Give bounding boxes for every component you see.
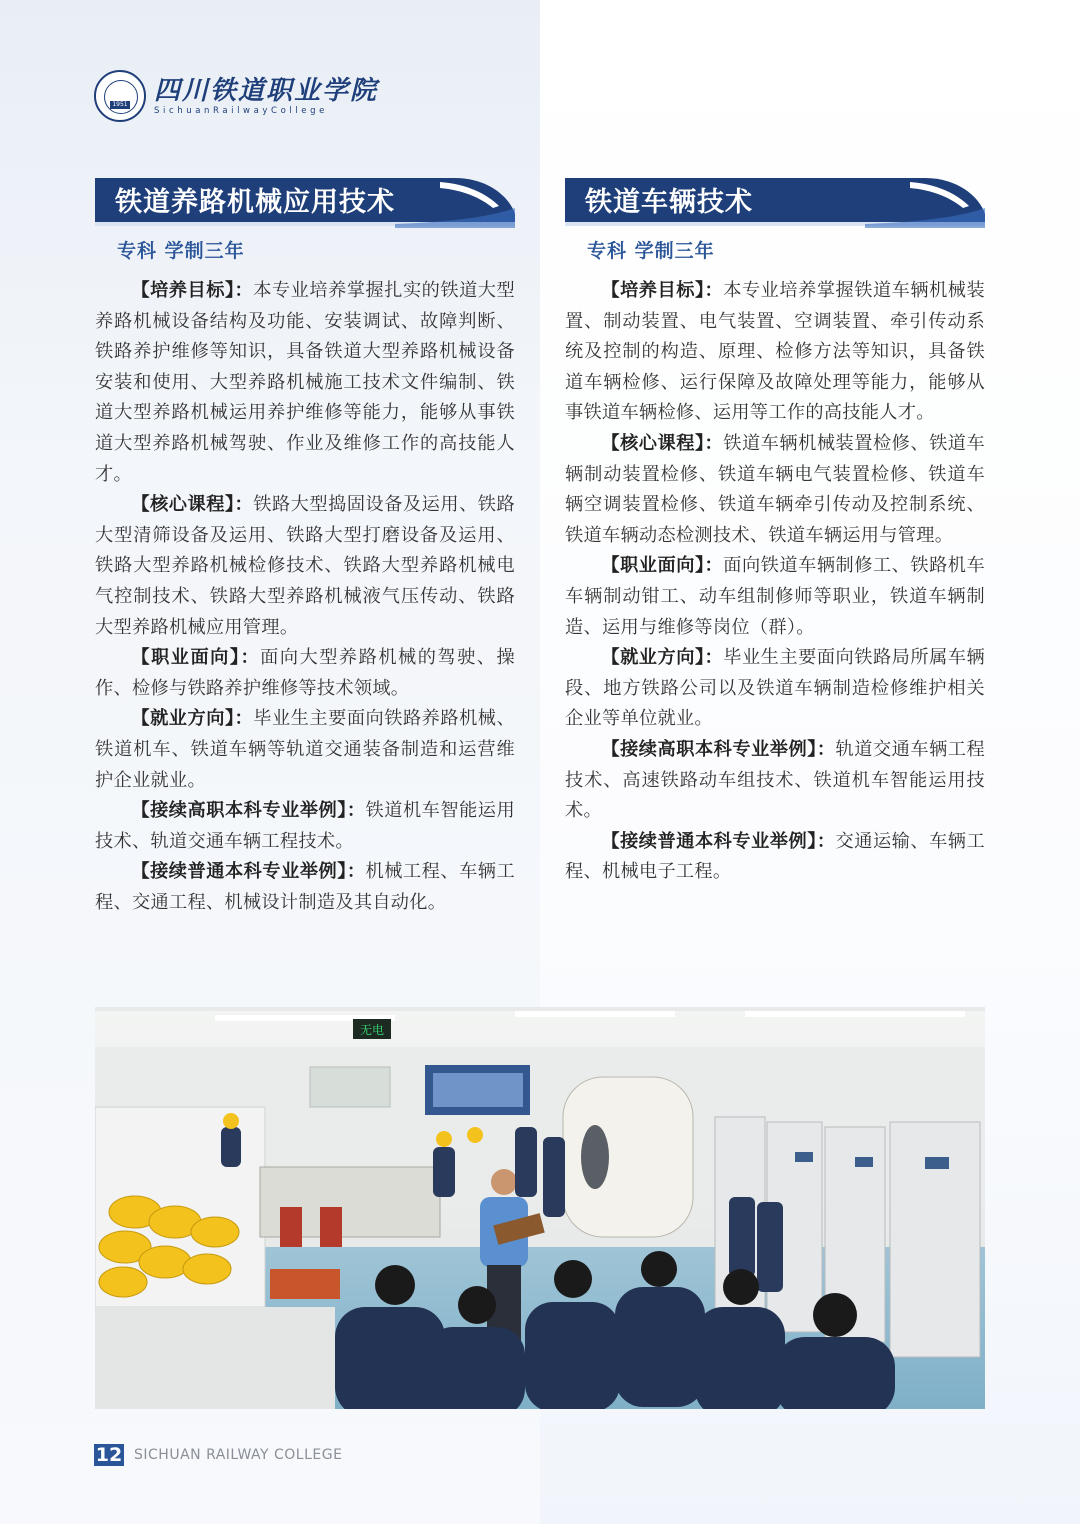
paragraph-text: 毕业生主要面向铁路养路机械、铁道机车、铁道车辆等轨道交通装备制造和运营维护企业就业。 [95,708,515,791]
workshop-illustration [95,1007,985,1409]
paragraph-label: 【接续高职本科专业举例】： [131,800,366,822]
paragraph-text: 机械工程、车辆工程、交通工程、机械设计制造及其自动化。 [95,861,515,913]
paragraph-label: 【职业面向】： [601,555,724,577]
paragraph-text: 面向大型养路机械的驾驶、操作、检修与铁路养护维修等技术领域。 [95,647,515,699]
left-paragraph [95,276,515,490]
paragraph-label: 【职业面向】： [131,647,261,669]
paragraph-label: 【接续普通本科专业举例】： [131,861,366,883]
left-section-header [95,178,515,228]
training-workshop-photo [95,1007,985,1409]
left-content [95,276,515,918]
right-section-title: 铁道车辆技术 [585,187,753,218]
left-section-title: 铁道养路机械应用技术 [115,187,395,218]
paragraph-text: 本专业培养掌握铁道车辆机械装置、制动装置、电气装置、空调装置、牵引传动系统及控制的构造、原理、检修方法等知识，具备铁道车辆检修、运行保障及故障处理等能力，能够从事铁道车辆检修、运用等工作的高技能人才。 [565,280,985,424]
paragraph-label: 【就业方向】： [131,708,254,730]
right-content [565,276,985,888]
paragraph-text: 铁道车辆机械装置检修、铁道车辆制动装置检修、铁道车辆电气装置检修、铁道车辆空调装置检修、铁道车辆牵引传动及控制系统、铁道车辆动态检测技术、铁道车辆运用与管理。 [565,432,985,546]
paragraph-label: 【培养目标】： [131,280,254,301]
footer-college-name: SICHUAN RAILWAY COLLEGE [134,1447,343,1463]
right-paragraph [565,429,985,551]
right-paragraph [565,827,985,888]
logo-english-name: SichuanRailwayCollege [154,106,328,116]
page-number: 12 [95,1444,123,1466]
paragraph-text: 毕业生主要面向铁路局所属车辆段、地方铁路公司以及铁道车辆制造检修维护相关企业等单位就业。 [565,647,985,730]
paragraph-label: 【接续普通本科专业举例】： [601,830,836,852]
college-logo [94,70,378,122]
paragraph-label: 【接续高职本科专业举例】： [601,738,836,760]
paragraph-text: 本专业培养掌握扎实的铁道大型养路机械设备结构及功能、安装调试、故障判断、铁路养护维修等知识，具备铁道大型养路机械设备安装和使用、大型养路机械施工技术文件编制、铁道大型养路机械运用养护维修等能力，能够从事铁道大型养路机械驾驶、作业及维修工作的高技能人才。 [95,280,515,485]
right-section-header [565,178,985,228]
paragraph-text: 轨道交通车辆工程技术、高速铁路动车组技术、铁道机车智能运用技术。 [565,738,985,822]
paragraph-label: 【核心课程】： [601,432,724,454]
paragraph-text: 铁路大型捣固设备及运用、铁路大型清筛设备及运用、铁路大型打磨设备及运用、铁路大型养路机械检修技术、铁路大型养路机械电气控制技术、铁路大型养路机械液气压传动、铁路大型养路机械应用管理。 [95,494,515,638]
left-paragraph [95,490,515,643]
paragraph-text: 铁道机车智能运用技术、轨道交通车辆工程技术。 [95,800,515,852]
paragraph-label: 【培养目标】： [601,280,724,301]
right-paragraph [565,551,985,643]
left-paragraph [95,643,515,704]
paragraph-label: 【核心课程】： [131,494,254,516]
logo-chinese-name: 四川铁道职业学院 [154,76,379,106]
page-footer [94,1444,342,1466]
seal-year: 1951 [110,101,130,109]
right-paragraph [565,735,985,827]
logo-text [154,76,378,116]
college-seal-icon [94,70,146,122]
right-paragraph [565,276,985,429]
paragraph-label: 【就业方向】： [601,647,724,669]
paragraph-text: 交通运输、车辆工程、机械电子工程。 [565,830,985,883]
no-power-sign: 无电 [359,1023,385,1037]
left-paragraph [95,704,515,796]
left-subtitle: 专科 学制三年 [117,240,245,262]
left-paragraph [95,796,515,857]
right-paragraph [565,643,985,735]
right-subtitle: 专科 学制三年 [587,240,715,262]
paragraph-text: 面向铁道车辆制修工、铁路机车车辆制动钳工、动车组制修师等职业，铁道车辆制造、运用与维修等岗位（群）。 [565,555,985,638]
left-paragraph [95,857,515,918]
